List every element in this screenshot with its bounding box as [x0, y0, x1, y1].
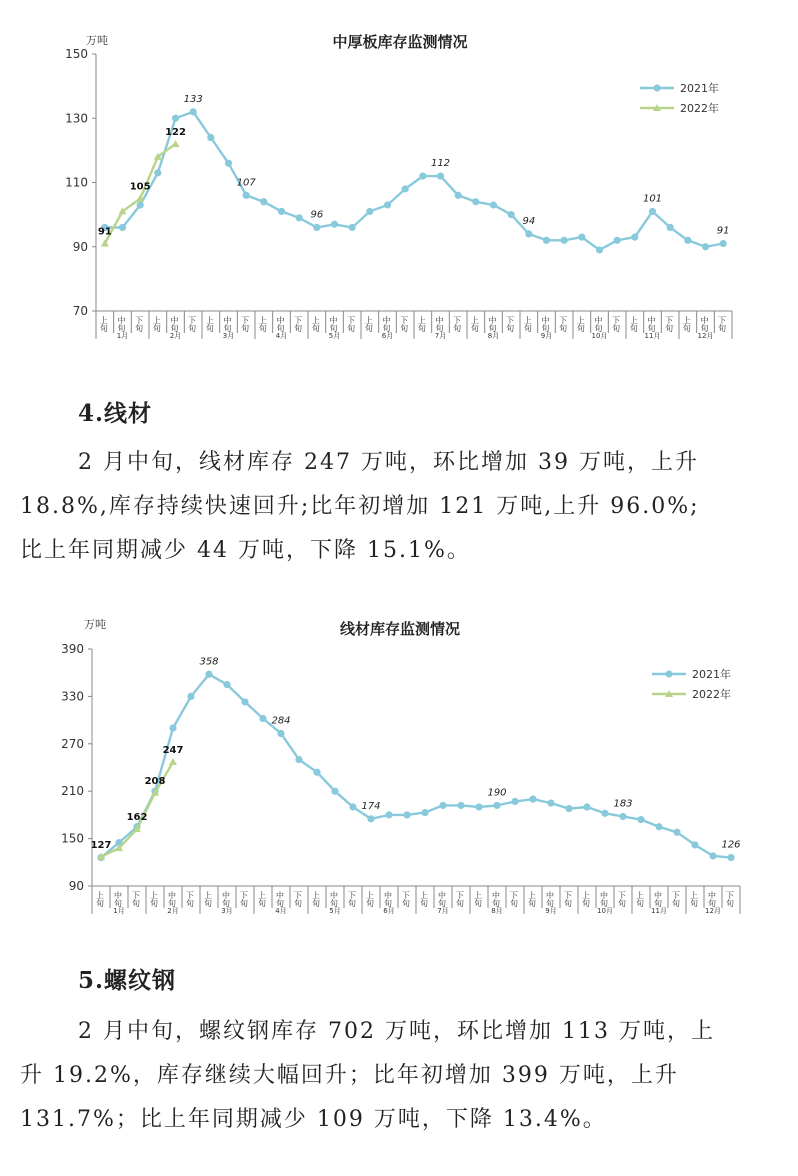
data-point-2021 [561, 237, 568, 244]
x-tick-label: 下旬 [452, 316, 462, 332]
x-month-label: 7月 [434, 332, 447, 340]
data-point-2021 [331, 788, 338, 795]
data-point-2021 [667, 224, 674, 231]
data-label-2022: 247 [162, 744, 184, 756]
x-tick-label: 中旬 [221, 891, 231, 907]
section-heading-wire-rod: 4.线材 [78, 400, 153, 427]
series-line-2021 [105, 112, 723, 250]
chart-svg [0, 0, 798, 360]
data-point-2021 [169, 724, 176, 731]
data-label-2021: 133 [183, 93, 203, 105]
data-point-2021 [614, 237, 621, 244]
data-point-2021 [277, 730, 284, 737]
data-point-2021 [367, 815, 374, 822]
x-tick-label: 下旬 [725, 891, 735, 907]
data-label-2022: 127 [90, 839, 112, 851]
y-tick-label: 210 [61, 784, 84, 799]
legend-label-2021: 2021年 [680, 82, 719, 95]
x-tick-label: 下旬 [399, 316, 409, 332]
data-label-2022: 105 [129, 181, 151, 193]
data-label-2021: 358 [199, 656, 219, 668]
x-month-label: 4月 [275, 332, 288, 340]
x-tick-label: 下旬 [347, 891, 357, 907]
x-tick-label: 上旬 [417, 316, 427, 332]
legend-marker-2021 [665, 670, 672, 677]
paragraph-line: 比上年同期减少 44 万吨，下降 15.1%。 [20, 538, 471, 563]
x-month-label: 12月 [705, 907, 721, 915]
x-tick-label: 中旬 [329, 316, 338, 332]
section-heading-rebar: 5.螺纹钢 [78, 967, 177, 994]
data-point-2021 [472, 198, 479, 205]
data-label-2021: 190 [487, 787, 507, 799]
data-point-2021 [525, 230, 532, 237]
x-tick-label: 上旬 [311, 316, 321, 332]
x-tick-label: 上旬 [473, 891, 483, 907]
data-point-2021 [649, 208, 656, 215]
x-tick-label: 中旬 [383, 891, 393, 907]
x-tick-label: 中旬 [329, 891, 339, 907]
data-point-2021 [720, 240, 727, 247]
data-point-2021 [205, 671, 212, 678]
legend-marker-2021 [653, 84, 660, 91]
x-tick-label: 中旬 [117, 316, 126, 332]
y-tick-label: 270 [61, 736, 84, 751]
x-tick-label: 中旬 [647, 316, 656, 332]
x-tick-label: 上旬 [203, 891, 213, 907]
data-point-2021 [631, 234, 638, 241]
chart-title: 线材库存监测情况 [339, 620, 461, 638]
data-point-2021 [709, 852, 716, 859]
data-point-2021 [402, 185, 409, 192]
x-tick-label: 中旬 [167, 891, 177, 907]
x-tick-label: 上旬 [257, 891, 267, 907]
x-tick-label: 上旬 [95, 891, 105, 907]
data-point-2021 [578, 234, 585, 241]
data-point-2021 [313, 224, 320, 231]
data-point-2021 [259, 715, 266, 722]
x-month-label: 2月 [169, 332, 182, 340]
x-tick-label: 中旬 [223, 316, 232, 332]
x-tick-label: 中旬 [435, 316, 444, 332]
x-tick-label: 中旬 [437, 891, 447, 907]
legend-label-2022: 2022年 [680, 102, 719, 115]
x-tick-label: 下旬 [240, 316, 250, 332]
data-label-2022: 91 [97, 226, 112, 238]
data-label-2022: 162 [126, 812, 148, 824]
x-tick-label: 上旬 [258, 316, 268, 332]
y-tick-label: 130 [65, 111, 88, 126]
data-point-2021 [655, 823, 662, 830]
data-point-2021 [190, 108, 197, 115]
x-tick-label: 下旬 [505, 316, 515, 332]
paragraph-wire-rod [20, 441, 780, 573]
x-month-label: 5月 [329, 907, 341, 915]
data-point-2021 [241, 698, 248, 705]
x-month-label: 8月 [487, 332, 500, 340]
data-point-2021 [684, 237, 691, 244]
x-tick-label: 中旬 [594, 316, 603, 332]
y-tick-label: 110 [65, 175, 88, 190]
data-point-2021 [529, 796, 536, 803]
data-point-2021 [490, 201, 497, 208]
data-point-2021 [691, 841, 698, 848]
data-point-2021 [119, 224, 126, 231]
x-tick-label: 上旬 [311, 891, 321, 907]
y-tick-label: 70 [72, 304, 88, 318]
data-point-2021 [619, 813, 626, 820]
data-label-2021: 101 [642, 193, 663, 205]
y-tick-label: 390 [61, 642, 84, 656]
x-tick-label: 中旬 [275, 891, 285, 907]
x-month-label: 3月 [221, 907, 233, 915]
x-month-label: 1月 [116, 332, 129, 340]
data-label-2021: 183 [613, 798, 633, 810]
paragraph-line: 131.7%；比上年同期减少 109 万吨，下降 13.4%。 [20, 1107, 607, 1132]
x-tick-label: 下旬 [664, 316, 674, 332]
data-point-2021 [403, 811, 410, 818]
x-tick-label: 下旬 [509, 891, 519, 907]
data-point-2021 [673, 829, 680, 836]
data-point-2021 [421, 809, 428, 816]
paragraph-rebar [20, 1010, 780, 1142]
x-tick-label: 下旬 [455, 891, 465, 907]
data-point-2021 [511, 798, 518, 805]
chart-wire-rod-inventory [0, 612, 798, 932]
data-label-2021: 91 [716, 225, 730, 237]
data-point-2021 [366, 208, 373, 215]
x-month-label: 1月 [113, 907, 125, 915]
data-point-2021 [207, 134, 214, 141]
x-month-label: 10月 [591, 332, 608, 340]
data-point-2021 [349, 803, 356, 810]
x-tick-label: 下旬 [187, 316, 197, 332]
data-point-2021 [243, 192, 250, 199]
x-tick-label: 上旬 [635, 891, 645, 907]
x-month-label: 6月 [383, 907, 395, 915]
data-point-2021 [172, 115, 179, 122]
x-tick-label: 下旬 [558, 316, 568, 332]
x-tick-label: 中旬 [700, 316, 709, 332]
y-tick-label: 90 [72, 239, 88, 254]
x-tick-label: 下旬 [134, 316, 144, 332]
x-month-label: 9月 [545, 907, 557, 915]
x-month-label: 5月 [328, 332, 341, 340]
x-tick-label: 上旬 [99, 316, 109, 332]
x-month-label: 11月 [651, 907, 667, 915]
data-point-2021 [637, 816, 644, 823]
x-tick-label: 上旬 [581, 891, 591, 907]
x-tick-label: 上旬 [629, 316, 639, 332]
x-tick-label: 下旬 [346, 316, 356, 332]
data-point-2022 [172, 140, 180, 147]
legend-label-2021: 2021年 [692, 668, 731, 681]
data-point-2021 [455, 192, 462, 199]
x-tick-label: 中旬 [170, 316, 179, 332]
data-point-2021 [349, 224, 356, 231]
data-point-2021 [457, 802, 464, 809]
data-point-2021 [419, 172, 426, 179]
x-tick-label: 下旬 [239, 891, 249, 907]
legend-label-2022: 2022年 [692, 688, 731, 701]
x-tick-label: 下旬 [131, 891, 141, 907]
data-point-2021 [137, 201, 144, 208]
x-month-label: 9月 [540, 332, 553, 340]
x-tick-label: 上旬 [576, 316, 586, 332]
x-tick-label: 下旬 [611, 316, 621, 332]
paragraph-line: 18.8%,库存持续快速回升;比年初增加 121 万吨,上升 96.0%; [20, 494, 700, 519]
data-point-2021 [565, 805, 572, 812]
data-point-2021 [187, 693, 194, 700]
x-tick-label: 上旬 [205, 316, 215, 332]
series-line-2021 [101, 674, 731, 857]
x-tick-label: 中旬 [113, 891, 123, 907]
x-tick-label: 下旬 [617, 891, 627, 907]
data-point-2021 [437, 172, 444, 179]
data-point-2021 [601, 810, 608, 817]
x-tick-label: 下旬 [293, 316, 303, 332]
x-month-label: 3月 [222, 332, 235, 340]
paragraph-line: 2 月中旬，线材库存 247 万吨，环比增加 39 万吨，上升 [78, 450, 699, 475]
data-point-2021 [225, 160, 232, 167]
x-tick-label: 上旬 [470, 316, 480, 332]
x-month-label: 12月 [697, 332, 714, 340]
data-point-2021 [278, 208, 285, 215]
x-tick-label: 中旬 [545, 891, 555, 907]
data-label-2022: 122 [165, 126, 186, 138]
x-tick-label: 中旬 [653, 891, 663, 907]
y-axis-unit: 万吨 [84, 618, 106, 631]
x-tick-label: 上旬 [689, 891, 699, 907]
x-month-label: 7月 [437, 907, 449, 915]
data-point-2021 [596, 246, 603, 253]
data-label-2021: 126 [721, 839, 741, 851]
x-month-label: 4月 [275, 907, 287, 915]
x-tick-label: 下旬 [293, 891, 303, 907]
data-label-2021: 94 [522, 215, 536, 227]
data-point-2021 [154, 169, 161, 176]
data-point-2021 [313, 769, 320, 776]
x-tick-label: 上旬 [149, 891, 159, 907]
chart-title: 中厚板库存监测情况 [332, 33, 468, 51]
y-axis-unit: 万吨 [86, 34, 108, 47]
x-tick-label: 下旬 [185, 891, 195, 907]
data-point-2021 [296, 214, 303, 221]
data-point-2021 [384, 201, 391, 208]
x-tick-label: 上旬 [682, 316, 692, 332]
x-tick-label: 中旬 [276, 316, 285, 332]
x-month-label: 6月 [381, 332, 394, 340]
data-point-2021 [727, 854, 734, 861]
x-tick-label: 上旬 [523, 316, 533, 332]
x-month-label: 10月 [597, 907, 613, 915]
x-month-label: 8月 [491, 907, 503, 915]
data-label-2022: 208 [144, 775, 166, 787]
x-tick-label: 中旬 [541, 316, 550, 332]
data-point-2022 [169, 758, 177, 765]
data-point-2021 [331, 221, 338, 228]
x-tick-label: 中旬 [491, 891, 501, 907]
y-tick-label: 150 [61, 831, 84, 846]
y-tick-label: 90 [68, 879, 84, 893]
data-point-2021 [223, 681, 230, 688]
data-label-2021: 174 [361, 800, 381, 812]
chart-heavy-plate-inventory [0, 0, 798, 360]
data-point-2021 [439, 802, 446, 809]
data-label-2021: 107 [236, 177, 256, 189]
data-label-2021: 112 [430, 158, 451, 170]
x-tick-label: 上旬 [527, 891, 537, 907]
x-tick-label: 上旬 [419, 891, 429, 907]
data-point-2021 [493, 802, 500, 809]
x-tick-label: 上旬 [365, 891, 375, 907]
data-point-2021 [702, 243, 709, 250]
x-tick-label: 中旬 [599, 891, 609, 907]
x-tick-label: 下旬 [563, 891, 573, 907]
x-tick-label: 上旬 [364, 316, 374, 332]
paragraph-line: 2 月中旬，螺纹钢库存 702 万吨，环比增加 113 万吨，上 [78, 1019, 715, 1044]
data-point-2021 [260, 198, 267, 205]
x-tick-label: 中旬 [382, 316, 391, 332]
chart-svg [0, 612, 798, 932]
y-tick-label: 150 [65, 47, 88, 61]
paragraph-line: 升 19.2%，库存继续大幅回升；比年初增加 399 万吨，上升 [20, 1063, 679, 1088]
x-tick-label: 下旬 [717, 316, 727, 332]
y-tick-label: 330 [61, 689, 84, 704]
x-month-label: 11月 [644, 332, 661, 340]
data-point-2021 [508, 211, 515, 218]
data-point-2021 [547, 799, 554, 806]
data-point-2021 [543, 237, 550, 244]
data-label-2021: 284 [271, 715, 291, 727]
x-tick-label: 下旬 [671, 891, 681, 907]
x-month-label: 2月 [167, 907, 179, 915]
x-tick-label: 中旬 [488, 316, 497, 332]
data-point-2021 [475, 803, 482, 810]
x-tick-label: 中旬 [707, 891, 717, 907]
x-tick-label: 上旬 [152, 316, 162, 332]
data-point-2021 [295, 756, 302, 763]
data-point-2021 [385, 811, 392, 818]
data-point-2021 [583, 803, 590, 810]
x-tick-label: 下旬 [401, 891, 411, 907]
data-label-2021: 96 [310, 209, 324, 221]
